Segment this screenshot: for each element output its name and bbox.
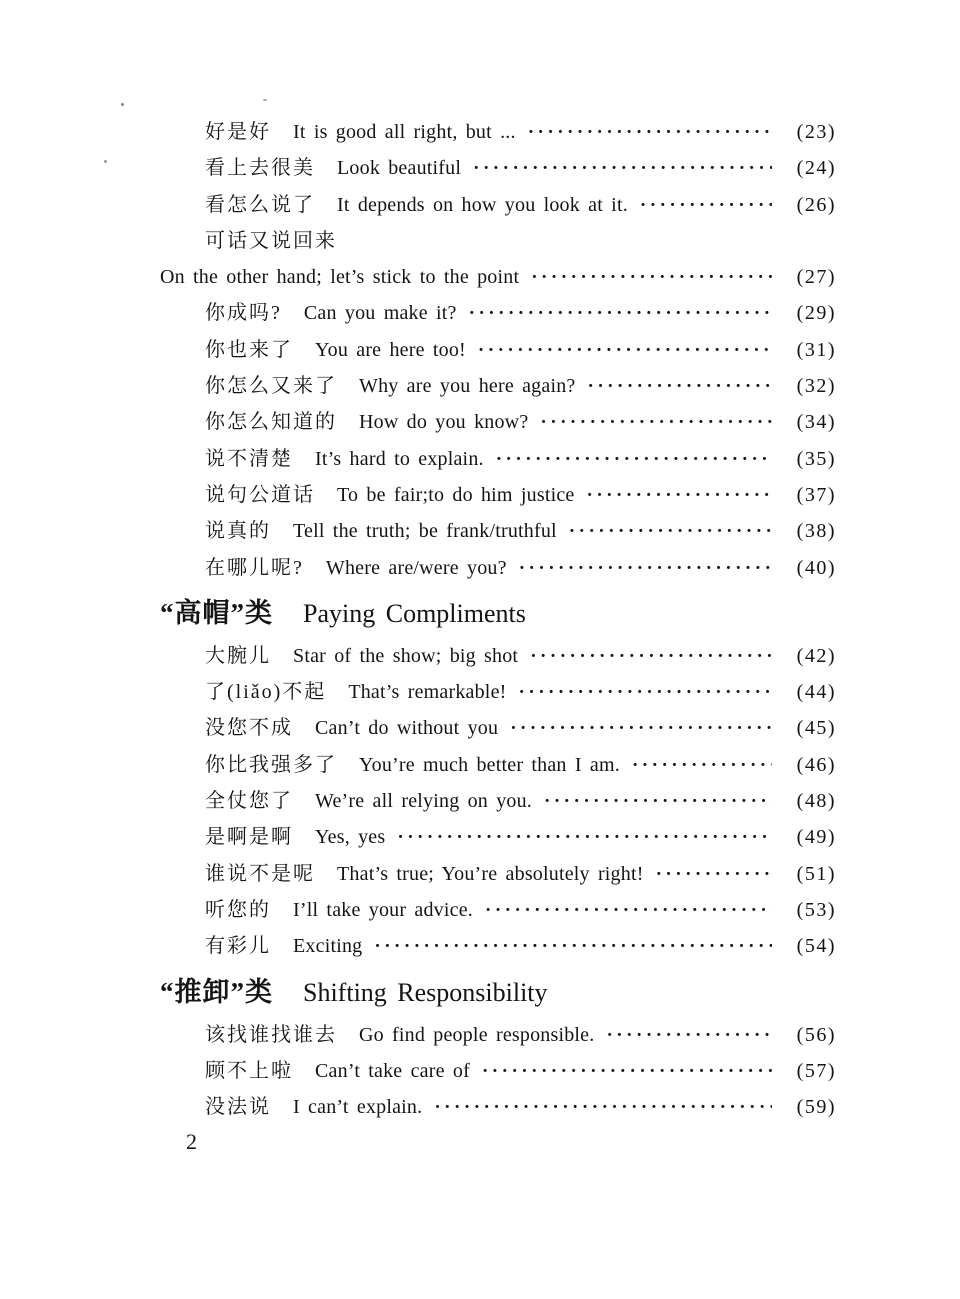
dot-leader	[482, 1054, 772, 1090]
entry-english: That’s true; You’re absolutely right!	[337, 862, 644, 885]
toc-entry	[160, 638, 836, 674]
entry-page-number: (26)	[796, 193, 836, 216]
entry-chinese: 在哪儿呢?	[205, 556, 304, 579]
entry-page-number: (31)	[796, 338, 836, 361]
entry-chinese: 没法说	[205, 1096, 271, 1119]
dot-leader	[496, 442, 772, 478]
entry-english: Can you make it?	[303, 302, 457, 325]
entry-chinese: 你也来了	[205, 338, 293, 361]
entry-page-number: (56)	[796, 1023, 836, 1046]
entry-page-number: (27)	[796, 266, 836, 289]
entry-page-number: (37)	[796, 483, 836, 506]
section-title-english: Shifting Responsibility	[303, 977, 548, 1007]
entry-page-number: (57)	[796, 1059, 836, 1082]
entry-english: It depends on how you look at it.	[337, 193, 628, 216]
entry-chinese: 听您的	[205, 898, 271, 921]
toc-entry	[160, 892, 836, 928]
entry-page-number: (46)	[796, 753, 836, 776]
entry-page-number: (53)	[796, 898, 836, 921]
entry-chinese: 了(liǎo)不起	[205, 681, 327, 704]
entry-english: To be fair;to do him justice	[337, 483, 575, 506]
toc-entry	[160, 187, 836, 223]
entry-page-number: (42)	[796, 644, 836, 667]
entry-chinese: 没您不成	[205, 717, 293, 740]
entry-english: Where are/were you?	[325, 556, 507, 579]
entry-chinese: 该找谁找谁去	[205, 1023, 337, 1046]
toc-entry	[160, 928, 836, 964]
section-title-english: Paying Compliments	[303, 598, 526, 628]
entry-english: It’s hard to explain.	[315, 447, 484, 470]
entry-english: Look beautiful	[337, 157, 462, 180]
toc-entry	[160, 674, 836, 710]
toc-entry	[160, 856, 836, 892]
toc-entry	[160, 368, 836, 404]
entry-page-number: (48)	[796, 790, 836, 813]
entry-chinese: 看怎么说了	[205, 193, 315, 216]
entry-page-number: (29)	[796, 302, 836, 325]
dot-leader	[588, 369, 773, 405]
entry-chinese: 说真的	[205, 520, 271, 543]
toc-entry	[160, 747, 836, 783]
scan-artifact	[263, 99, 267, 101]
dot-leader	[519, 675, 772, 711]
dot-leader	[544, 784, 772, 820]
entry-english: It is good all right, but ...	[293, 121, 516, 143]
toc-entry	[160, 441, 836, 477]
toc-entry	[160, 819, 836, 855]
entry-page-number: (24)	[796, 157, 836, 180]
dot-leader	[587, 478, 773, 514]
entry-chinese: 你成吗?	[205, 302, 282, 325]
dot-leader	[374, 929, 772, 965]
entry-chinese: 你怎么又来了	[205, 375, 337, 398]
entry-english: You’re much better than I am.	[359, 753, 620, 776]
table-of-contents	[160, 114, 836, 1125]
entry-chinese: 是啊是啊	[205, 826, 293, 849]
dot-leader	[530, 639, 772, 675]
entry-english: Yes, yes	[315, 826, 386, 849]
entry-page-number: (44)	[796, 681, 836, 704]
dot-leader	[485, 893, 772, 929]
toc-entry	[160, 114, 836, 150]
entry-english: We’re all relying on you.	[315, 790, 532, 813]
dot-leader	[540, 405, 772, 441]
toc-entry	[160, 1017, 836, 1053]
entry-chinese: 说句公道话	[205, 483, 315, 506]
entry-page-number: (54)	[796, 935, 836, 958]
entry-english: Tell the truth; be frank/truthful	[293, 520, 557, 543]
dot-leader	[528, 115, 772, 151]
toc-entry	[160, 223, 836, 259]
entry-english: How do you know?	[359, 411, 529, 434]
dot-leader	[640, 188, 772, 224]
entry-chinese: 谁说不是呢	[205, 862, 315, 885]
entry-page-number: (32)	[796, 375, 836, 398]
entry-page-number: (51)	[796, 862, 836, 885]
dot-leader	[478, 333, 772, 369]
entry-english: Why are you here again?	[359, 375, 576, 398]
entry-page-number: (34)	[796, 411, 836, 434]
entry-page-number: (40)	[796, 556, 836, 579]
entry-chinese: 大腕儿	[205, 644, 271, 667]
entry-english: On the other hand; let’s stick to the point	[160, 266, 520, 289]
entry-chinese: 有彩儿	[205, 935, 271, 958]
toc-entry	[160, 1053, 836, 1089]
toc-entry	[160, 477, 836, 513]
entry-page-number: (35)	[796, 447, 836, 470]
entry-english: I can’t explain.	[293, 1096, 423, 1119]
toc-entry	[160, 783, 836, 819]
entry-page-number: (45)	[796, 717, 836, 740]
entry-chinese: 你比我强多了	[205, 753, 337, 776]
toc-entry	[160, 404, 836, 440]
toc-entry	[160, 295, 836, 331]
page-number: 2	[186, 1129, 197, 1154]
dot-leader	[569, 514, 772, 550]
entry-chinese: 可话又说回来	[205, 229, 337, 252]
entry-chinese: 顾不上啦	[205, 1059, 293, 1082]
dot-leader	[469, 296, 772, 332]
section-title-chinese: “高帽”类	[160, 597, 273, 628]
dot-leader	[606, 1018, 772, 1054]
entry-english: You are here too!	[315, 338, 466, 361]
entry-page-number: (38)	[796, 520, 836, 543]
scan-artifact	[104, 160, 107, 163]
toc-entry	[160, 150, 836, 186]
dot-leader	[519, 551, 772, 587]
toc-entry	[160, 259, 836, 295]
section-heading	[160, 968, 836, 1016]
entry-english: I’ll take your advice.	[293, 898, 473, 921]
toc-entry	[160, 550, 836, 586]
dot-leader	[656, 857, 772, 893]
entry-english: Can’t do without you	[315, 717, 499, 740]
toc-entry	[160, 710, 836, 746]
entry-english: Exciting	[293, 935, 363, 958]
entry-english: That’s remarkable!	[348, 681, 507, 704]
entry-page-number: (59)	[796, 1096, 836, 1119]
entry-chinese: 全仗您了	[205, 790, 293, 813]
section-title-chinese: “推卸”类	[160, 976, 273, 1007]
entry-english: Go find people responsible.	[359, 1023, 595, 1046]
toc-entry	[160, 332, 836, 368]
entry-chinese: 好是好	[205, 121, 271, 143]
dot-leader	[473, 151, 772, 187]
section-heading	[160, 589, 836, 637]
entry-chinese: 看上去很美	[205, 157, 315, 180]
entry-page-number: (23)	[796, 121, 836, 143]
dot-leader	[397, 820, 772, 856]
entry-page-number: (49)	[796, 826, 836, 849]
dot-leader	[632, 748, 772, 784]
entry-chinese: 说不清楚	[205, 447, 293, 470]
dot-leader	[531, 260, 772, 296]
entry-english: Star of the show; big shot	[293, 644, 519, 667]
toc-entry	[160, 1089, 836, 1125]
entry-english: Can’t take care of	[315, 1059, 470, 1082]
scan-artifact	[121, 103, 124, 106]
toc-entry	[160, 513, 836, 549]
entry-chinese: 你怎么知道的	[205, 411, 337, 434]
dot-leader	[434, 1090, 772, 1126]
dot-leader	[510, 711, 772, 747]
